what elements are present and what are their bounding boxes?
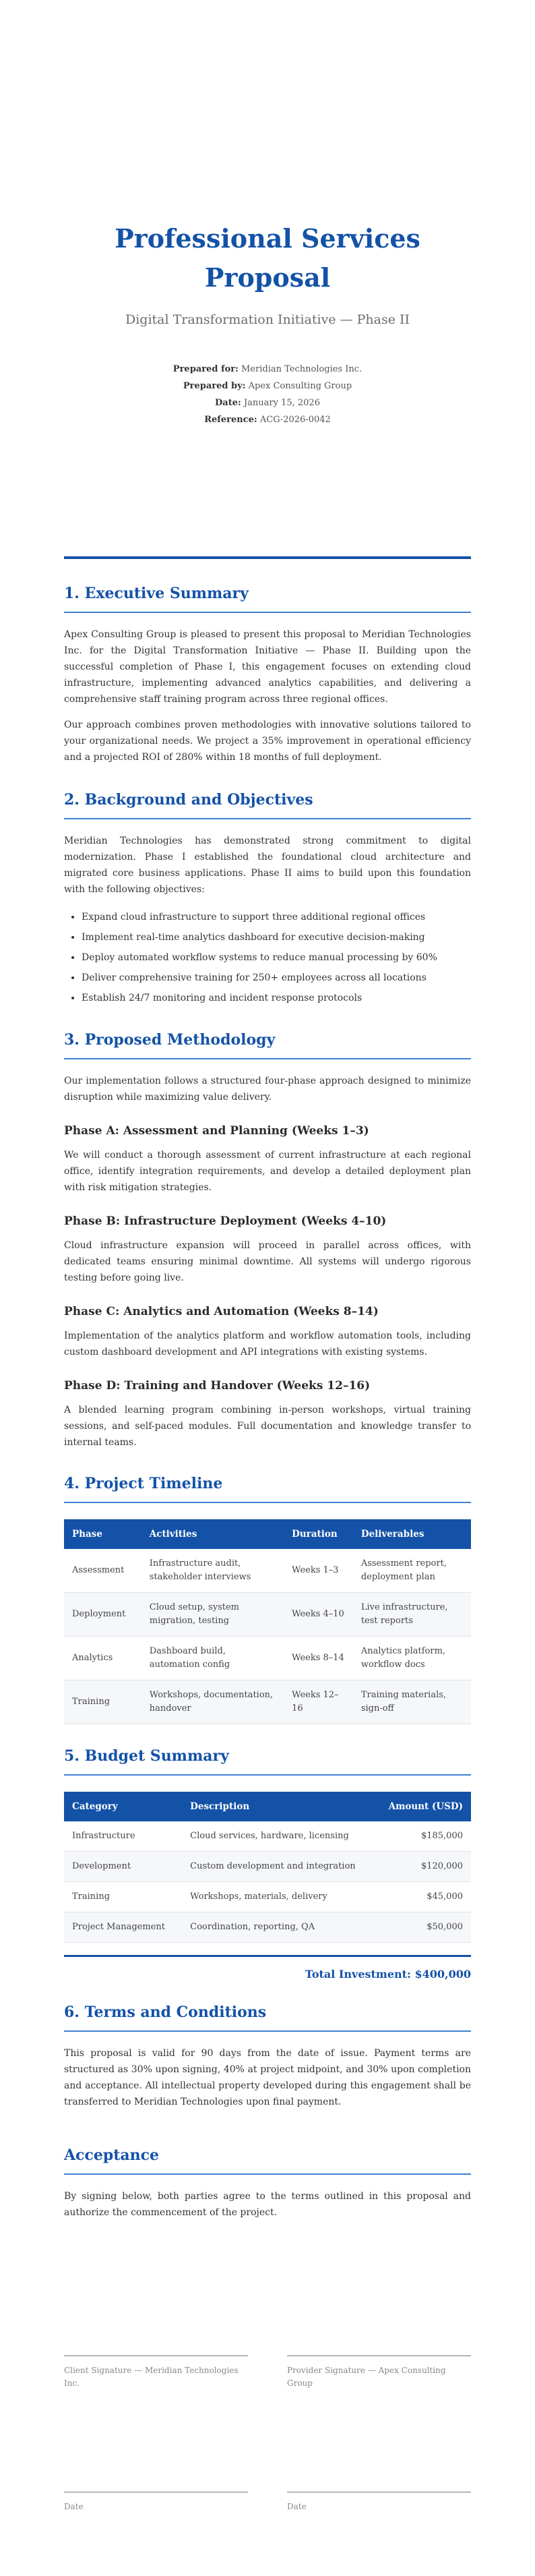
- provider-signature-line[interactable]: [287, 2355, 471, 2356]
- client-signature-label: Client Signature — Meridian Technologies Inc.: [64, 2366, 239, 2388]
- column-header: Description: [182, 1792, 365, 1821]
- table-cell: $185,000: [365, 1821, 471, 1852]
- reference-number: Reference: ACG-2026-0042: [204, 415, 331, 425]
- table-cell: Assessment report, deployment plan: [353, 1549, 471, 1593]
- list-item: • Establish 24/7 monitoring and incident response protocols: [82, 988, 471, 1008]
- table-row: [64, 1637, 471, 1680]
- client-signature-line[interactable]: [64, 2355, 248, 2356]
- table-row: [64, 1680, 471, 1724]
- document-subtitle: Digital Transformation Initiative — Phase II: [125, 312, 410, 327]
- document-title: [64, 219, 471, 297]
- client-signature-block: [64, 2355, 248, 2390]
- column-header: Duration: [284, 1519, 353, 1549]
- table-cell: Infrastructure audit, stakeholder interviews: [141, 1549, 284, 1593]
- table-row: [64, 1549, 471, 1593]
- table-cell: Weeks 12–16: [284, 1680, 353, 1724]
- provider-date-label: Date: [287, 2502, 307, 2511]
- executive-summary-p2: Our approach combines proven methodologies with innovative solutions tailored to your organizational needs. We project a 35% improvement in operational efficiency and a projected ROI of 280% within 18 months of full deployment.: [64, 720, 471, 763]
- total-divider: [64, 1955, 471, 1957]
- methodology-intro: Our implementation follows a structured four-phase approach designed to minimize disruption while maximizing value delivery.: [64, 1076, 471, 1103]
- section-background-title: 2. Background and Objectives: [64, 791, 471, 819]
- section-methodology-title: 3. Proposed Methodology: [64, 1031, 471, 1059]
- table-cell: Weeks 1–3: [284, 1549, 353, 1593]
- table-cell: $120,000: [365, 1852, 471, 1882]
- provider-signature-block: [287, 2355, 471, 2390]
- column-header: Phase: [64, 1519, 141, 1549]
- phase-a-title: Phase A: Assessment and Planning (Weeks 1–3): [64, 1124, 369, 1138]
- title-line-1: Professional Services: [115, 223, 420, 254]
- table-row: [64, 1593, 471, 1637]
- cover-divider: [64, 556, 471, 559]
- table-cell: Analytics platform, workflow docs: [353, 1637, 471, 1680]
- table-cell: Workshops, materials, delivery: [182, 1882, 365, 1912]
- phase-c-title: Phase C: Analytics and Automation (Weeks 8–14): [64, 1305, 379, 1318]
- table-cell: Custom development and integration: [182, 1852, 365, 1882]
- title-line-2: Proposal: [204, 262, 331, 293]
- table-cell: Project Management: [64, 1912, 182, 1943]
- phase-b-text: Cloud infrastructure expansion will proceed in parallel across offices, with dedicated teams ensuring minimal downtime. All systems will undergo rigorous testing before going live.: [64, 1240, 471, 1283]
- table-header-row: [64, 1792, 471, 1821]
- prepared-for: Prepared for: Meridian Technologies Inc.: [172, 364, 363, 374]
- phase-d-title: Phase D: Training and Handover (Weeks 12–16): [64, 1379, 371, 1393]
- table-cell: Weeks 8–14: [284, 1637, 353, 1680]
- list-item: • Expand cloud infrastructure to support three additional regional offices: [82, 907, 471, 927]
- table-row: [64, 1821, 471, 1852]
- acceptance-text: By signing below, both parties agree to the terms outlined in this proposal and authorize the commencement of the project.: [64, 2191, 471, 2218]
- table-cell: Training: [64, 1680, 141, 1724]
- list-item: • Deliver comprehensive training for 250+ employees across all locations: [82, 968, 471, 988]
- phase-a-text: We will conduct a thorough assessment of current infrastructure at each regional office, identify integration requirements, and develop a detailed deployment plan with risk mitigation strategies.: [64, 1150, 471, 1193]
- table-cell: Training materials, sign-off: [353, 1680, 471, 1724]
- table-cell: Cloud services, hardware, licensing: [182, 1821, 365, 1852]
- table-cell: $50,000: [365, 1912, 471, 1943]
- table-cell: Assessment: [64, 1549, 141, 1593]
- table-cell: $45,000: [365, 1882, 471, 1912]
- table-cell: Deployment: [64, 1593, 141, 1637]
- provider-signature-label: Provider Signature — Apex Consulting Group: [287, 2366, 446, 2388]
- objectives-list: [64, 907, 471, 1008]
- table-header-row: [64, 1519, 471, 1549]
- list-item: • Deploy automated workflow systems to reduce manual processing by 60%: [82, 947, 471, 968]
- prepared-by: Prepared by: Apex Consulting Group: [183, 381, 352, 391]
- table-row: [64, 1852, 471, 1882]
- background-p1: Meridian Technologies has demonstrated strong commitment to digital modernization. Phase I established the foundational cloud architecture and migrated core business applications. Phase II aims to build upon this foundation with the following objectives:: [64, 836, 471, 895]
- timeline-table: [64, 1519, 471, 1724]
- phase-d-text: A blended learning program combining in-person workshops, virtual training sessions, and self-paced modules. Full documentation and knowledge transfer to internal teams.: [64, 1405, 471, 1448]
- list-item: • Implement real-time analytics dashboard for executive decision-making: [82, 927, 471, 947]
- proposal-date: Date: January 15, 2026: [215, 398, 320, 408]
- table-row: [64, 1882, 471, 1912]
- client-date-label: Date: [64, 2502, 84, 2511]
- column-header: Category: [64, 1792, 182, 1821]
- section-budget-title: 5. Budget Summary: [64, 1747, 471, 1776]
- budget-table: [64, 1792, 471, 1943]
- table-cell: Training: [64, 1882, 182, 1912]
- table-cell: Live infrastructure, test reports: [353, 1593, 471, 1637]
- table-cell: Dashboard build, automation config: [141, 1637, 284, 1680]
- section-timeline-title: 4. Project Timeline: [64, 1475, 471, 1503]
- table-cell: Coordination, reporting, QA: [182, 1912, 365, 1943]
- client-date-block: [64, 2492, 248, 2513]
- table-row: [64, 1912, 471, 1943]
- table-cell: Infrastructure: [64, 1821, 182, 1852]
- column-header: Activities: [141, 1519, 284, 1549]
- phase-c-text: Implementation of the analytics platform and workflow automation tools, including custom dashboard development and API integrations with existing systems.: [64, 1330, 471, 1357]
- column-header: Deliverables: [353, 1519, 471, 1549]
- table-cell: Workshops, documentation, handover: [141, 1680, 284, 1724]
- phase-b-title: Phase B: Infrastructure Deployment (Weeks 4–10): [64, 1214, 387, 1228]
- section-acceptance-title: Acceptance: [64, 2146, 471, 2175]
- table-cell: Analytics: [64, 1637, 141, 1680]
- cover-meta: [64, 361, 471, 428]
- table-cell: Cloud setup, system migration, testing: [141, 1593, 284, 1637]
- section-terms-title: 6. Terms and Conditions: [64, 2003, 471, 2032]
- provider-date-block: [287, 2492, 471, 2513]
- table-cell: Development: [64, 1852, 182, 1882]
- column-header: Amount (USD): [365, 1792, 471, 1821]
- table-cell: Weeks 4–10: [284, 1593, 353, 1637]
- terms-text: This proposal is valid for 90 days from the date of issue. Payment terms are structured as 30% upon signing, 40% at project midpoint, and 30% upon completion and acceptance. All intellectual property developed during this engagement shall be transferred to Meridian Technologies upon final payment.: [64, 2048, 471, 2107]
- section-executive-summary-title: 1. Executive Summary: [64, 585, 471, 613]
- total-investment: Total Investment: $400,000: [305, 1968, 471, 1981]
- proposal-document: [0, 219, 535, 2511]
- executive-summary-p1: Apex Consulting Group is pleased to present this proposal to Meridian Technologies Inc. for the Digital Transformation Initiative — Phase II. Building upon the successful completion of Phase I, this engagement focuses on extending cloud infrastructure, implementing advanced analytics capabilities, and delivering a comprehensive staff training program across three regional offices.: [64, 629, 471, 705]
